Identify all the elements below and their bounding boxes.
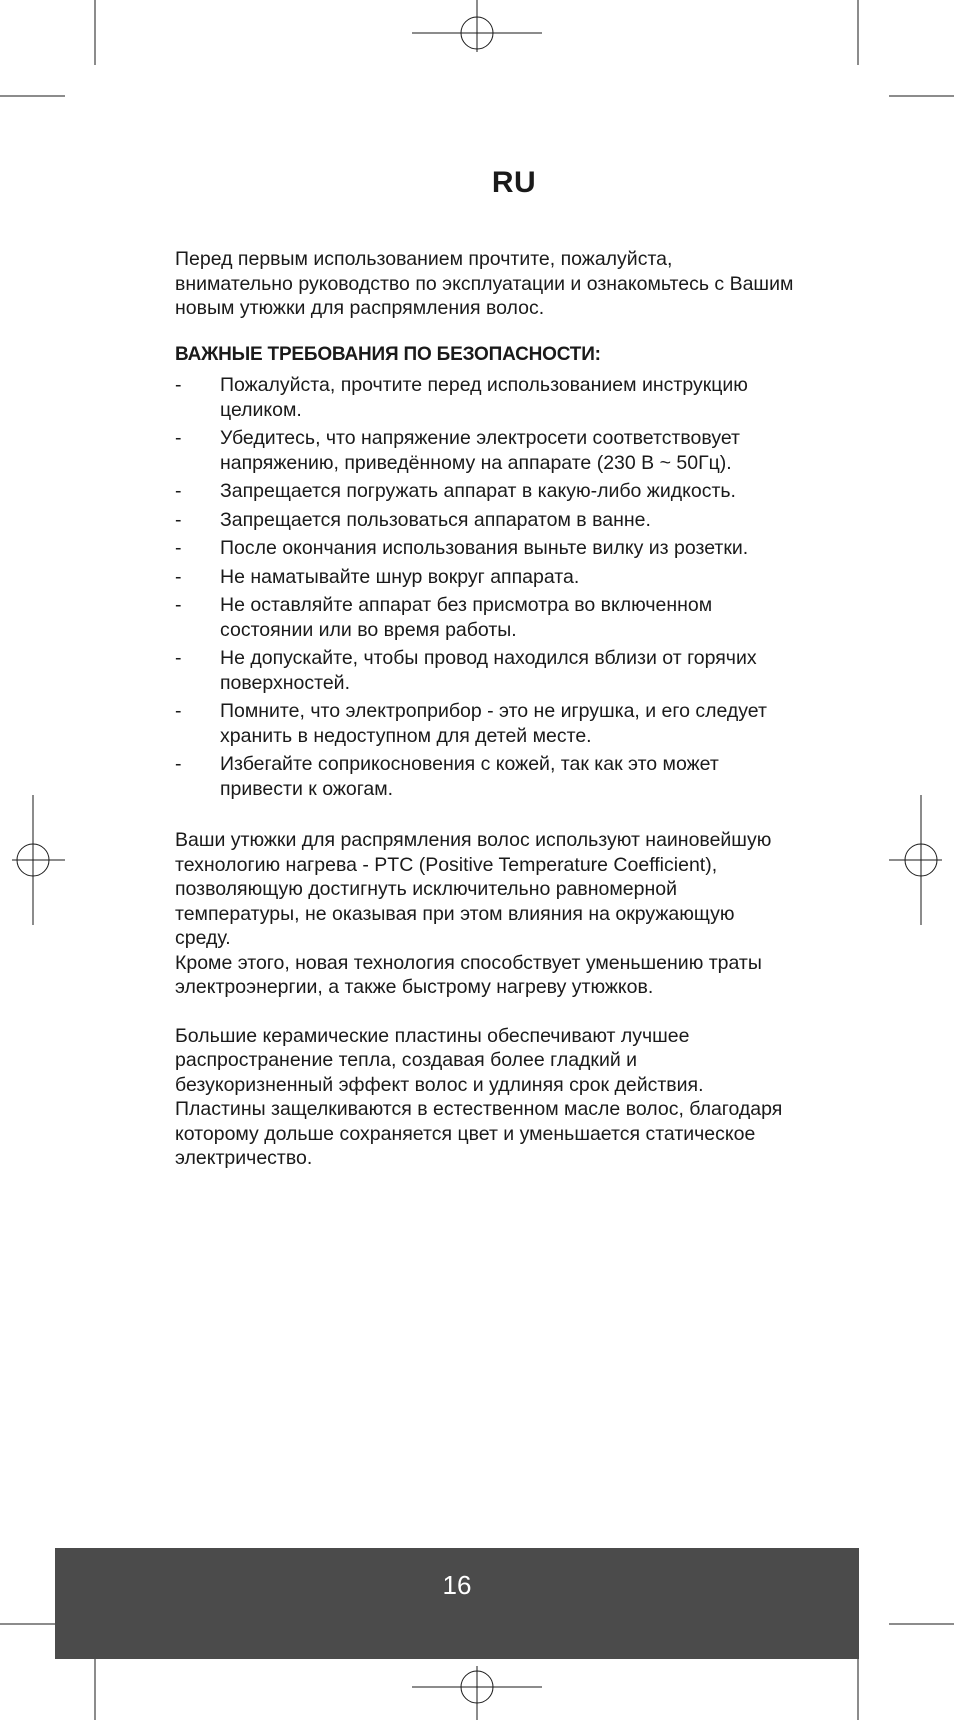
bullet-dash: -	[175, 537, 182, 559]
bullet-dash: -	[175, 647, 182, 669]
safety-item: - Помните, что электроприбор - это не игрушка, и его следует хранить в недоступном для детей месте.	[175, 700, 767, 747]
safety-item: - Убедитесь, что напряжение электросети соответствовует напряжению, приведённому на аппарате (230 В ~ 50Гц).	[175, 427, 740, 474]
ceramic-plates-paragraph: Большие керамические пластины обеспечивают лучшее распространение тепла, создавая более гладкий и безукоризненный эффект волос и удлиняя срок действия. Пластины защелкиваются в естественном масле волос, благодаря которому дольше сохраняется цвет и уменьшается статическое электричество.	[175, 1024, 783, 1169]
safety-item: - Не наматывайте шнур вокруг аппарата.	[175, 565, 580, 588]
safety-item: - После окончания использования выньте вилку из розетки.	[175, 537, 749, 559]
bullet-dash: -	[175, 427, 182, 449]
bullet-dash: -	[175, 700, 182, 722]
bullet-dash: -	[175, 565, 182, 588]
safety-item: - Запрещается погружать аппарат в какую-либо жидкость.	[175, 480, 736, 502]
safety-item: - Пожалуйста, прочтите перед использованием инструкцию целиком.	[175, 374, 748, 421]
bullet-dash: -	[175, 480, 182, 502]
safety-item: - Не допускайте, чтобы провод находился вблизи от горячих поверхностей.	[175, 647, 757, 694]
page-number: 16	[442, 1570, 472, 1600]
safety-heading: ВАЖНЫЕ ТРЕБОВАНИЯ ПО БЕЗОПАСНОСТИ:	[175, 343, 601, 365]
safety-item: - Избегайте соприкосновения с кожей, так как это может привести к ожогам.	[175, 753, 719, 800]
bullet-dash: -	[175, 594, 182, 616]
manual-content	[175, 247, 795, 1171]
bullet-dash: -	[175, 753, 182, 775]
footer-bar	[55, 1548, 859, 1659]
safety-item: - Не оставляйте аппарат без присмотра во включенном состоянии или во время работы.	[175, 594, 713, 641]
safety-item: - Запрещается пользоваться аппаратом в ванне.	[175, 508, 651, 531]
bullet-dash: -	[175, 374, 182, 396]
ptc-paragraph-continued: Кроме этого, новая технология способствует уменьшению траты электроэнергии, а также быстрому нагреву утюжков.	[175, 951, 762, 998]
safety-list	[175, 373, 795, 801]
ptc-paragraph: Ваши утюжки для распрямления волос используют наиновейшую технологию нагрева - PTC (Positive Temperature Coefficient), позволяющую достигнуть исключительно равномерной температуры, не оказывая при этом влияния на окружающую среду.	[175, 829, 772, 949]
bullet-dash: -	[175, 508, 182, 531]
intro-paragraph: Перед первым использованием прочтите, пожалуйста, внимательно руководство по эксплуатации и ознакомьтесь с Вашим новым утюжки для распрямления волос.	[175, 248, 794, 319]
language-code: RU	[491, 166, 537, 199]
